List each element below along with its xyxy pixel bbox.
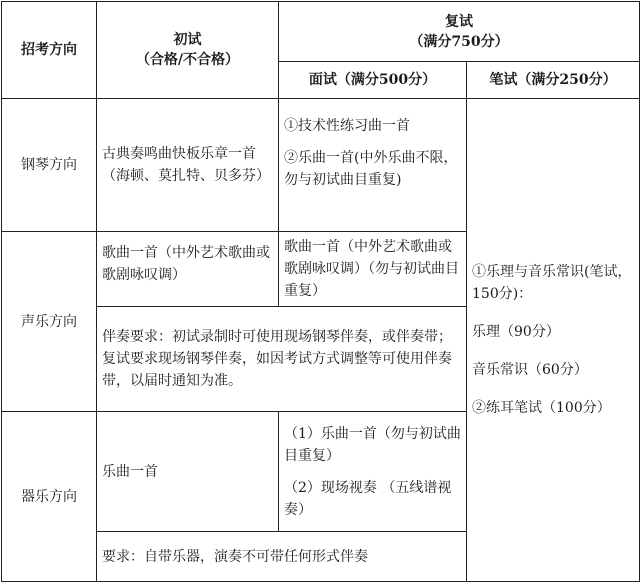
vocal-prelim: 歌曲一首（中外艺术歌曲或歌剧咏叹调） [102,245,270,283]
vocal-accompaniment: 伴奏要求：初试录制时可使用现场钢琴伴奏，或伴奏带；复试要求现场钢琴伴奏，如因考试方式调整等可使用伴奏带，以届时通知为准。 [102,329,452,389]
header-prelim-sub: （合格/不合格） [135,52,240,68]
header-direction-label: 招考方向 [21,42,77,58]
header-prelim-title: 初试 [173,32,202,48]
header-retest-sub: （满分750分） [409,33,509,50]
header-interview [279,62,467,99]
instrument-interview-item: （2）现场视奏 （五线谱视奏） [284,479,452,518]
instrument-requirement-cell [97,532,467,582]
piano-interview-item: ②乐曲一首(中外乐曲不限，勿与初试曲目重复) [284,150,458,188]
header-written-label: 笔试（满分250分） [489,72,617,88]
instrument-direction-cell [2,412,97,582]
written-exam-item: ①乐理与音乐常识(笔试，150分)： [472,264,632,302]
header-direction [2,2,97,99]
piano-prelim: 古典奏鸣曲快板乐章一首（海顿、莫扎特、贝多芬） [102,146,270,184]
vocal-accompaniment-cell [97,307,467,412]
vocal-prelim-cell [97,232,279,307]
written-exam-item: 乐理（90分） [472,324,560,340]
vocal-interview-cell [279,232,467,307]
admission-exam-table [1,1,640,582]
header-prelim [97,2,279,99]
header-interview-label: 面试（满分500分） [308,72,437,88]
piano-direction-cell [2,99,97,232]
instrument-requirement: 要求：自带乐器，演奏不可带任何形式伴奏 [102,548,368,565]
header-written [467,62,640,99]
instrument-direction: 器乐方向 [21,488,77,505]
piano-direction: 钢琴方向 [21,157,77,173]
instrument-interview-cell [279,412,467,532]
vocal-direction: 声乐方向 [21,313,77,330]
vocal-direction-cell [2,232,97,412]
instrument-prelim: 乐曲一首 [102,463,158,480]
instrument-interview-item: （1）乐曲一首（勿与初试曲目重复） [284,425,461,464]
header-retest-title: 复试 [445,13,473,30]
piano-prelim-cell [97,99,279,232]
instrument-prelim-cell [97,412,279,532]
written-exam-item: 音乐常识（60分） [472,362,588,378]
written-exam-item: ②练耳笔试（100分） [472,400,611,416]
header-retest [279,2,640,62]
piano-interview-item: ①技术性练习曲一首 [284,118,410,134]
piano-interview-cell [279,99,467,232]
vocal-interview: 歌曲一首（中外艺术歌曲或歌剧咏叹调）（勿与初试曲目重复） [284,239,459,299]
written-exam-cell [467,99,640,582]
